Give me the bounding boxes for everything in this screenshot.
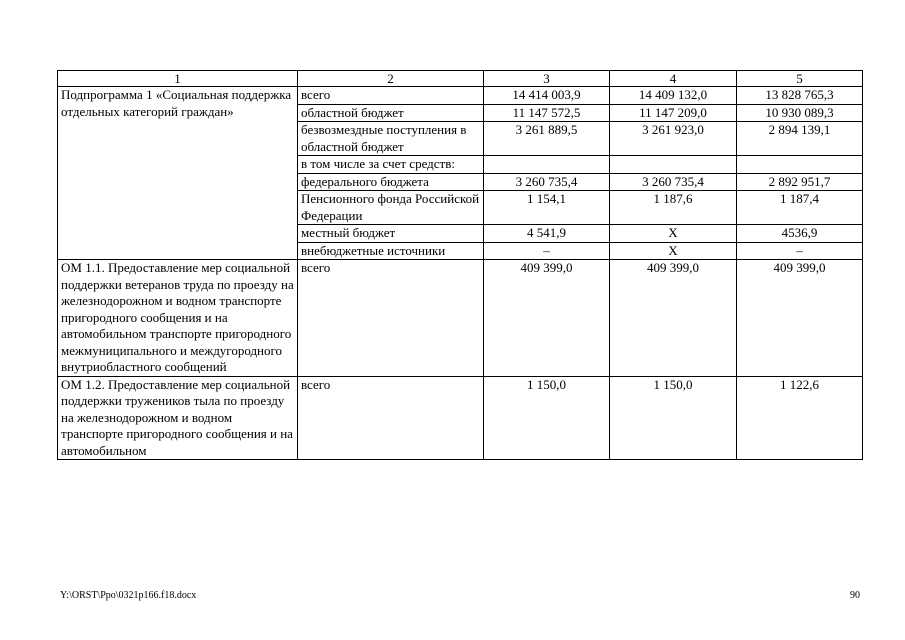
- value-cell: 409 399,0: [484, 260, 610, 377]
- value-cell: 409 399,0: [610, 260, 737, 377]
- value-cell: 1 187,4: [737, 191, 863, 225]
- value-cell: 1 150,0: [610, 376, 737, 460]
- value-cell: 13 828 765,3: [737, 87, 863, 105]
- column-header: 2: [298, 71, 484, 87]
- column-header: 1: [58, 71, 298, 87]
- value-cell: 2 892 951,7: [737, 173, 863, 191]
- budget-table: [57, 70, 863, 460]
- footer-file-path: Y:\ORST\Ppo\0321p166.f18.docx: [60, 590, 197, 601]
- value-cell: [610, 156, 737, 174]
- column-header: 4: [610, 71, 737, 87]
- program-name-cell: ОМ 1.2. Предоставление мер социальной поддержки тружеников тыла по проезду на железнодорожном и водном транспорте пригородного сообщения и на автомобильном: [58, 376, 298, 460]
- table-row: [58, 376, 863, 460]
- value-cell: 3 261 923,0: [610, 122, 737, 156]
- source-label-cell: федерального бюджета: [298, 173, 484, 191]
- value-cell: 10 930 089,3: [737, 104, 863, 122]
- page-number: 90: [850, 590, 860, 601]
- value-cell: X: [610, 225, 737, 243]
- table-header-row: [58, 71, 863, 87]
- column-header: 3: [484, 71, 610, 87]
- value-cell: 1 187,6: [610, 191, 737, 225]
- value-cell: 11 147 572,5: [484, 104, 610, 122]
- column-header: 5: [737, 71, 863, 87]
- value-cell: 11 147 209,0: [610, 104, 737, 122]
- source-label-cell: в том числе за счет средств:: [298, 156, 484, 174]
- value-cell: 4536,9: [737, 225, 863, 243]
- source-label-cell: безвозмездные поступления в областной бюджет: [298, 122, 484, 156]
- value-cell: 14 414 003,9: [484, 87, 610, 105]
- program-name-cell: ОМ 1.1. Предоставление мер социальной поддержки ветеранов труда по проезду на железнодорожном и водном транспорте пригородного сообщения и на автомобильном транспорте пригородного межмуниципального и междугородного внутриобластного сообщений: [58, 260, 298, 377]
- value-cell: [484, 156, 610, 174]
- value-cell: 3 260 735,4: [610, 173, 737, 191]
- source-label-cell: Пенсионного фонда Российской Федерации: [298, 191, 484, 225]
- value-cell: 14 409 132,0: [610, 87, 737, 105]
- value-cell: 3 260 735,4: [484, 173, 610, 191]
- value-cell: –: [484, 242, 610, 260]
- value-cell: 3 261 889,5: [484, 122, 610, 156]
- value-cell: 1 154,1: [484, 191, 610, 225]
- source-label-cell: местный бюджет: [298, 225, 484, 243]
- value-cell: 1 150,0: [484, 376, 610, 460]
- value-cell: 409 399,0: [737, 260, 863, 377]
- source-label-cell: внебюджетные источники: [298, 242, 484, 260]
- value-cell: X: [610, 242, 737, 260]
- program-name-cell: Подпрограмма 1 «Социальная поддержка отдельных категорий граждан»: [58, 87, 298, 260]
- value-cell: 4 541,9: [484, 225, 610, 243]
- source-label-cell: областной бюджет: [298, 104, 484, 122]
- value-cell: 1 122,6: [737, 376, 863, 460]
- value-cell: –: [737, 242, 863, 260]
- table-row: [58, 87, 863, 105]
- value-cell: [737, 156, 863, 174]
- source-label-cell: всего: [298, 260, 484, 377]
- value-cell: 2 894 139,1: [737, 122, 863, 156]
- table-row: [58, 260, 863, 377]
- source-label-cell: всего: [298, 376, 484, 460]
- source-label-cell: всего: [298, 87, 484, 105]
